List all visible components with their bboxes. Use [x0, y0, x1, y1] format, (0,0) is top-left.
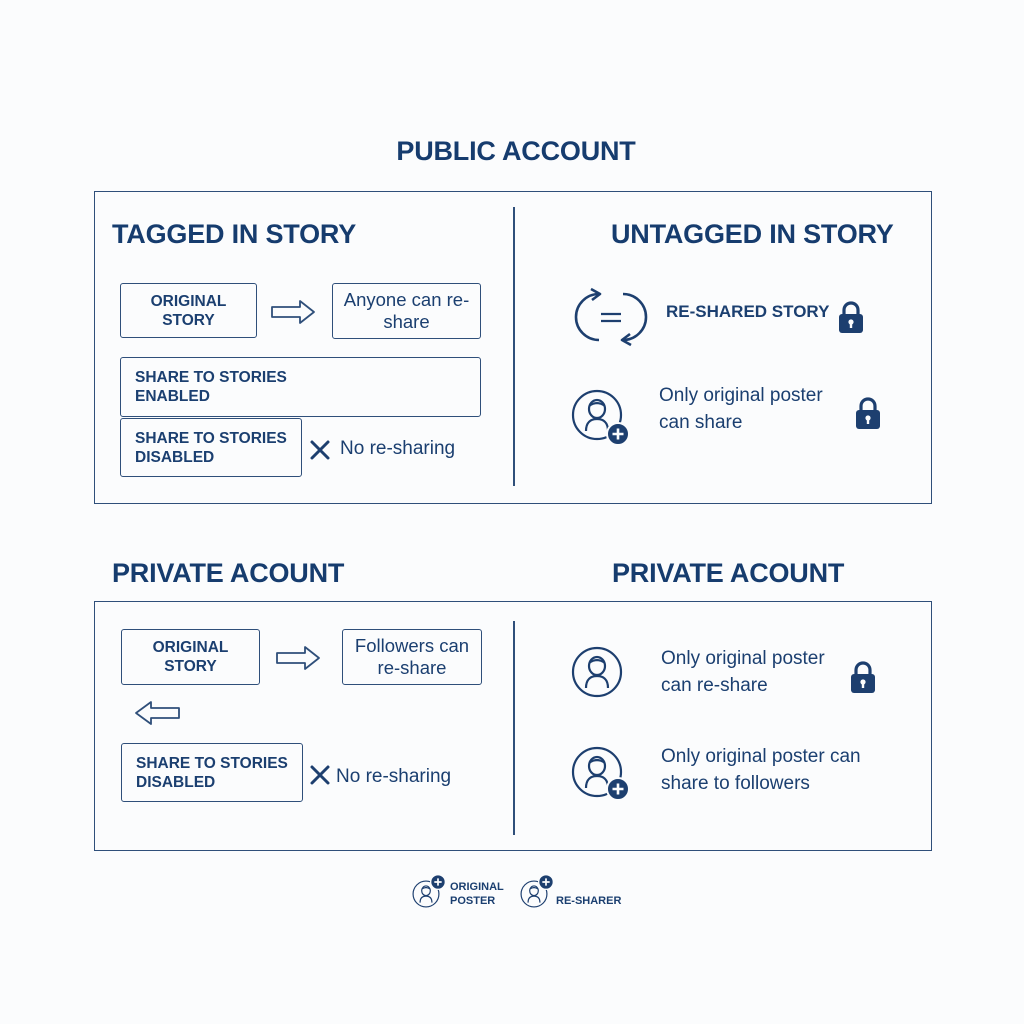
only-poster-can-share-text: Only original poster can share [659, 385, 823, 433]
original-story-label: ORIGINAL STORY [152, 639, 229, 675]
private-account-heading-right: PRIVATE ACOUNT [612, 558, 845, 588]
lock-icon [849, 660, 877, 694]
followers-can-reshare-box [342, 629, 482, 685]
no-resharing-text: No re-sharing [336, 766, 452, 787]
public-panel-divider [513, 207, 515, 486]
plus-badge-icon [606, 422, 630, 446]
reshared-story-label: RE-SHARED STORY [666, 302, 830, 321]
original-story-box [120, 283, 257, 338]
original-poster-icon [571, 646, 623, 698]
right-arrow-icon [275, 644, 321, 672]
private-panel-divider [513, 621, 515, 835]
tagged-in-story-heading: TAGGED IN STORY [112, 219, 357, 249]
share-to-stories-enabled-box [120, 357, 481, 417]
share-disabled-label: SHARE TO STORIES DISABLED [135, 429, 287, 466]
only-poster-can-reshare-text: Only original poster can re-share [661, 648, 825, 696]
original-story-label: ORIGINAL STORY [150, 292, 227, 329]
share-to-stories-disabled-box [121, 743, 303, 802]
left-arrow-icon [133, 699, 181, 727]
legend [412, 874, 632, 914]
untagged-in-story-heading: UNTAGGED IN STORY [611, 219, 894, 249]
no-resharing-text: No re-sharing [340, 438, 456, 459]
right-arrow-icon [270, 298, 316, 326]
resharer-legend-label: RE-SHARER [556, 895, 622, 907]
plus-badge-icon [606, 777, 630, 801]
original-poster-legend-label: ORIGINAL POSTER [450, 881, 504, 907]
lock-icon [854, 396, 882, 430]
share-disabled-label: SHARE TO STORIES DISABLED [136, 754, 288, 791]
x-mark-icon [309, 439, 331, 461]
share-to-stories-disabled-box [120, 418, 302, 477]
share-enabled-label: SHARE TO STORIES ENABLED [135, 369, 287, 405]
followers-can-reshare-label: Followers can re-share [354, 635, 470, 678]
only-poster-share-to-followers-text: Only original poster can share to followers [661, 746, 861, 794]
private-account-heading-left: PRIVATE ACOUNT [112, 558, 345, 588]
plus-badge-icon [538, 874, 554, 890]
original-story-box [121, 629, 260, 685]
public-account-title: PUBLIC ACCOUNT [396, 136, 636, 166]
lock-icon [837, 300, 865, 334]
anyone-can-reshare-box [332, 283, 481, 339]
anyone-can-reshare-label: Anyone can re-share [343, 289, 470, 332]
reshare-cycle-icon [569, 290, 653, 344]
x-mark-icon [309, 764, 331, 786]
plus-badge-icon [430, 874, 446, 890]
